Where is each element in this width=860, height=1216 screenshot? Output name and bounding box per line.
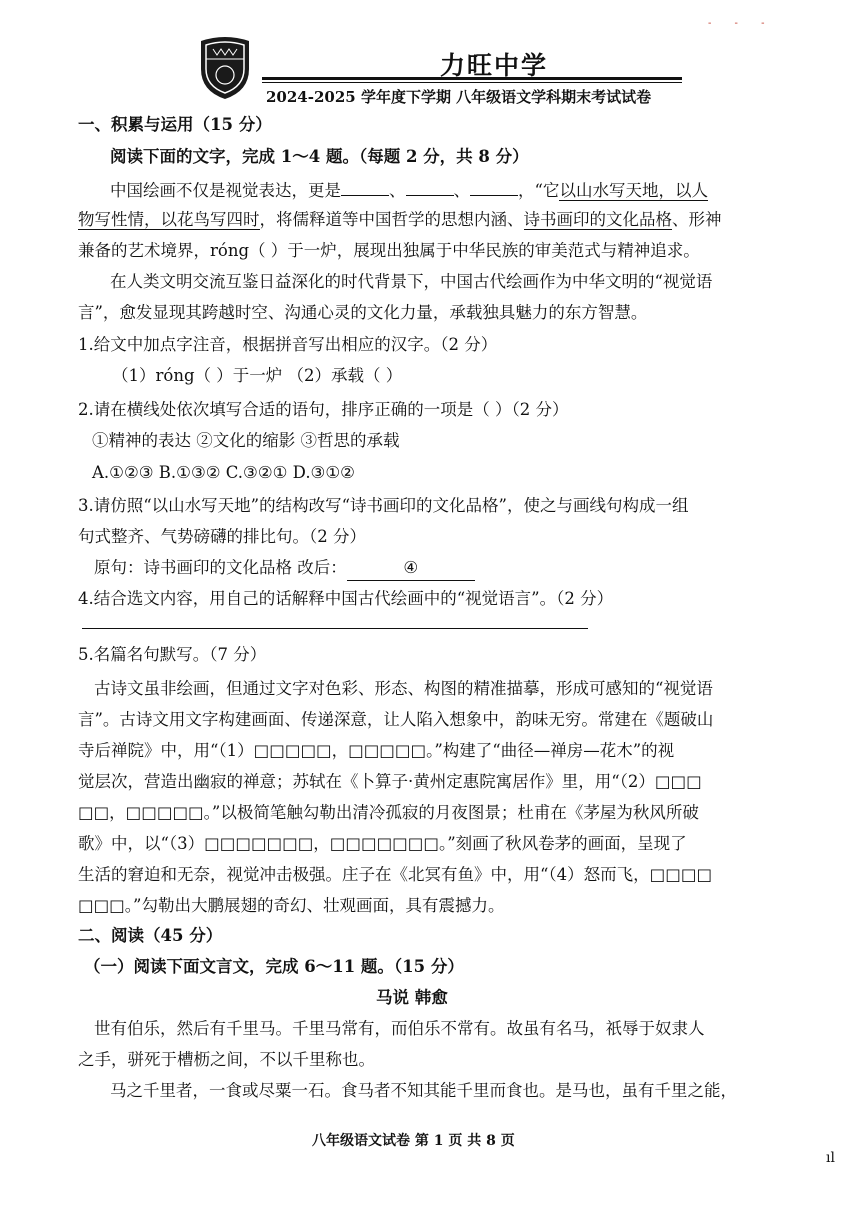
separator: 、 (453, 181, 470, 200)
question-2-options: A.①②③ B.①③② C.③②① D.③①② (92, 463, 355, 482)
q5-line-1: 古诗文虽非绘画，但通过文字对色彩、形态、构图的精准描摹，形成可感知的“视觉语 (94, 679, 713, 698)
page-footer: 八年级语文试卷 第 1 页 共 8 页 (312, 1133, 515, 1149)
question-3-rewrite (94, 556, 475, 581)
section2-subheading: （一）阅读下面文言文，完成 6～11 题。（15 分） (84, 957, 464, 976)
corner-dots: - - - (708, 18, 775, 29)
original-sentence: 原句：诗书画印的文化品格 改后： (94, 558, 347, 577)
question-3-cont: 句式整齐、气势磅礴的排比句。（2 分） (78, 527, 366, 546)
answer-line[interactable] (82, 628, 588, 629)
section1-heading: 一、积累与运用（15 分） (78, 115, 272, 134)
q5-line-5: □□，□□□□□。”以极简笔触勾勒出清冷孤寂的月夜图景；杜甫在《茅屋为秋风所破 (78, 803, 699, 822)
passage-line-2 (78, 208, 722, 232)
passage-text: ，将儒释道等中国哲学的思想内涵、 (259, 210, 524, 229)
q5-line-6: 歌》中，以“（3）□□□□□□□，□□□□□□□。”刻画了秋风卷茅的画面，呈现了 (78, 834, 687, 853)
school-name: 力旺中学 (440, 51, 549, 80)
question-3: 3.请仿照“以山水写天地”的结构改写“诗书画印的文化品格”，使之与画线句构成一组 (78, 496, 689, 515)
fill-blank[interactable] (406, 177, 454, 196)
exam-title: 2024-2025 学年度下学期 八年级语文学科期末考试试卷 (266, 88, 652, 106)
passage-text: 中国绘画不仅是视觉表达，更是 (110, 181, 341, 200)
section2-heading: 二、阅读（45 分） (78, 926, 223, 945)
answer-blank-4[interactable]: ④ (347, 556, 475, 581)
question-2: 2.请在横线处依次填写合适的语句，排序正确的一项是（ ）（2 分） (78, 400, 569, 419)
q5-line-2: 言”。古诗文用文字构建画面、传递深意，让人陷入想象中，韵味无穷。常建在《题破山 (78, 710, 714, 729)
question-5: 5.名篇名句默写。（7 分） (78, 645, 267, 664)
q5-line-8: □□□。”勾勒出大鹏展翅的奇幻、壮观画面，具有震撼力。 (78, 896, 505, 915)
text-line-1: 世有伯乐，然后有千里马。千里马常有，而伯乐不常有。故虽有名马，祇辱于奴隶人 (94, 1019, 705, 1038)
header-rule (262, 77, 682, 80)
passage-line-3: 兼备的艺术境界，róng（ ）于一炉，展现出独属于中华民族的审美范式与精神追求。 (78, 241, 700, 260)
text-line-3: 马之千里者，一食或尽粟一石。食马者不知其能千里而食也。是马也，虽有千里之能， (110, 1081, 737, 1100)
separator: 、 (389, 181, 406, 200)
q5-line-4: 觉层次，营造出幽寂的禅意；苏轼在《卜算子·黄州定惠院寓居作》里，用“（2）□□□ (78, 772, 702, 791)
passage-line-4: 在人类文明交流互鉴日益深化的时代背景下，中国古代绘画作为中华文明的“视觉语 (110, 272, 713, 291)
fill-blank[interactable] (470, 177, 518, 196)
passage-line-1 (110, 177, 708, 203)
header-rule-thin (262, 82, 682, 83)
text-title: 马说 韩愈 (376, 988, 448, 1007)
question-1: 1.给文中加点字注音，根据拼音写出相应的汉字。（2 分） (78, 335, 498, 354)
q5-line-7: 生活的窘迫和无奈，视觉冲击极强。庄子在《北冥有鱼》中，用“（4）怒而飞，□□□□ (78, 865, 713, 884)
school-crest-icon (197, 35, 253, 101)
corner-mark: ıl (826, 1150, 835, 1166)
q5-line-3: 寺后禅院》中，用“（1）□□□□□，□□□□□。”构建了“曲径—禅房—花木”的视 (78, 741, 675, 760)
underlined-phrase: 诗书画印的文化品格 (523, 210, 672, 229)
separator: ，“它 (518, 181, 560, 200)
passage-line-5: 言”，愈发显现其跨越时空、沟通心灵的文化力量，承载独具魅力的东方智慧。 (78, 303, 648, 322)
passage-text: 、形神 (672, 210, 722, 229)
question-2-items: ①精神的表达 ②文化的缩影 ③哲思的承载 (92, 431, 400, 450)
fill-blank[interactable] (341, 177, 389, 196)
underlined-sentence: 以山水写天地，以人 (559, 181, 708, 200)
section1-instruction: 阅读下面的文字，完成 1～4 题。（每题 2 分，共 8 分） (110, 147, 529, 166)
question-4: 4.结合选文内容，用自己的话解释中国古代绘画中的“视觉语言”。（2 分） (78, 589, 614, 608)
text-line-2: 之手，骈死于槽枥之间，不以千里称也。 (78, 1050, 375, 1069)
underlined-sentence: 物写性情，以花鸟写四时 (78, 210, 260, 229)
question-1-options: （1）róng（ ）于一炉 （2）承载（ ） (112, 366, 403, 385)
